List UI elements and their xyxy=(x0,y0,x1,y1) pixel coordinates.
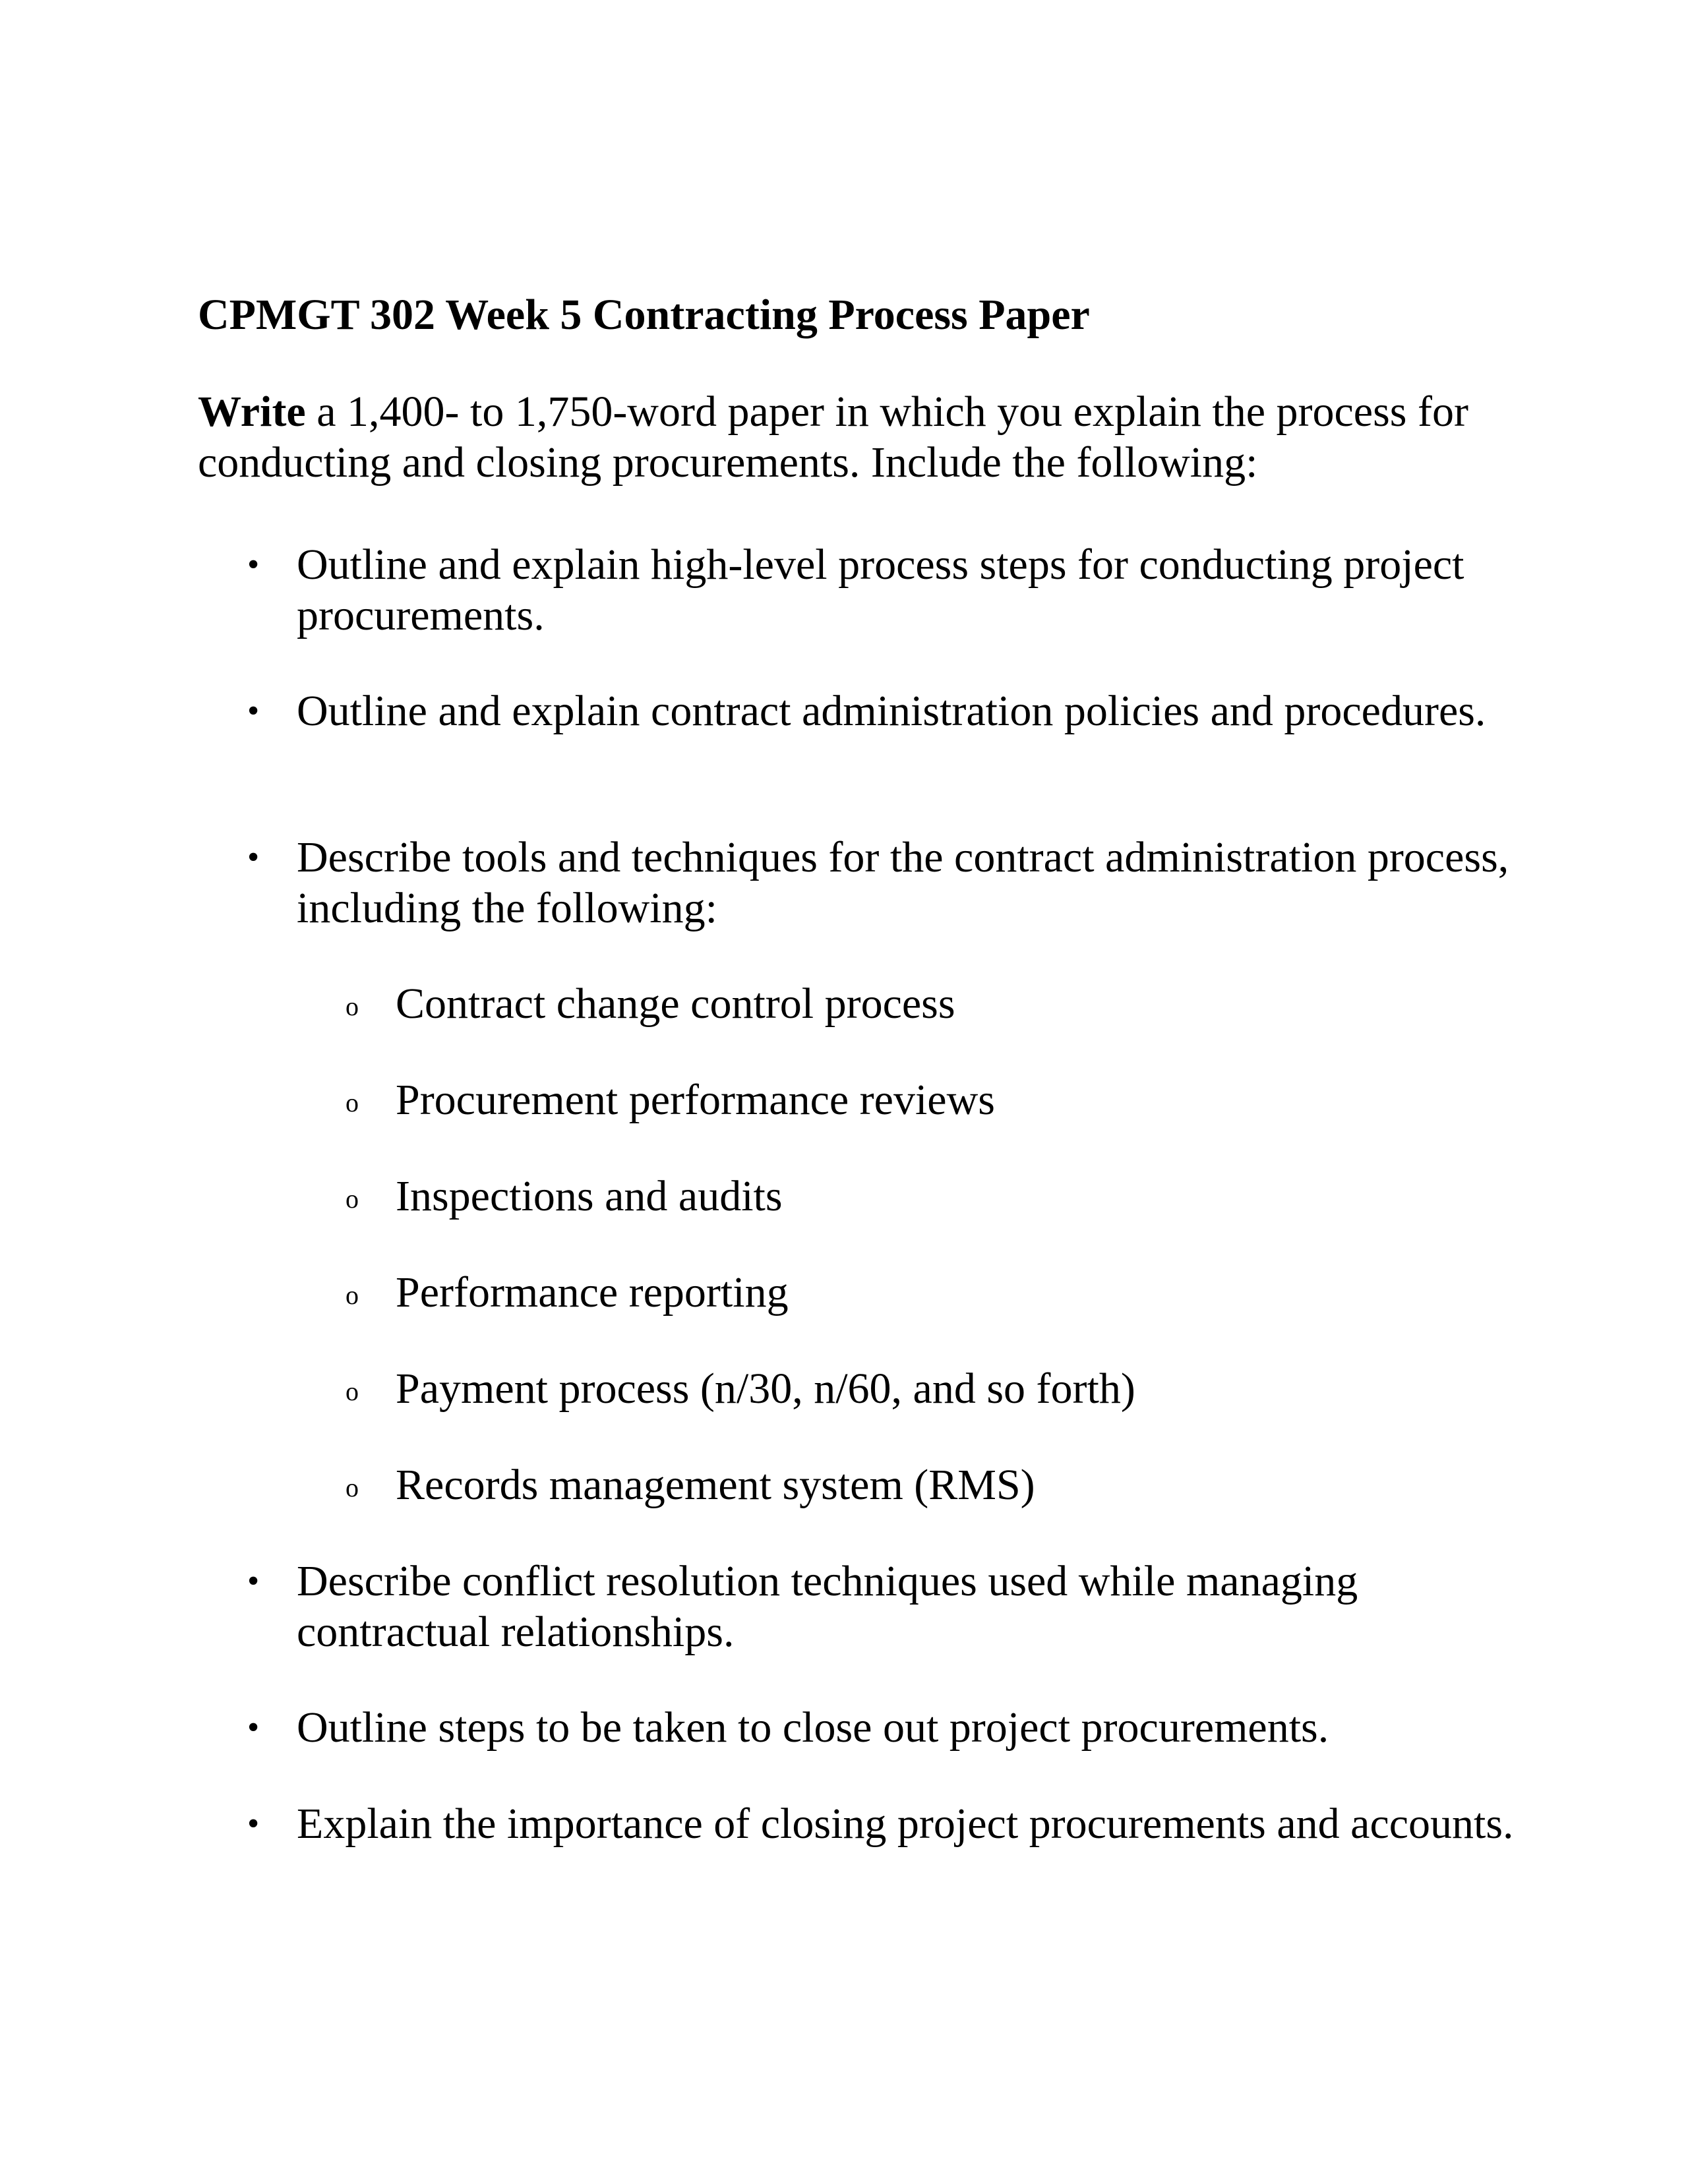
list-item-text: Outline and explain high-level process steps for conducting project procurements. xyxy=(297,541,1464,639)
sub-list-item xyxy=(346,1460,1517,1510)
bullet-marker: • xyxy=(247,839,260,876)
sub-bullet-marker: o xyxy=(346,1376,359,1406)
sub-bullet-marker: o xyxy=(346,1184,359,1214)
bullet-marker: • xyxy=(247,692,260,730)
document-title: CPMGT 302 Week 5 Contracting Process Paper xyxy=(198,291,1090,339)
sub-list-item-text: Payment process (n/30, n/60, and so forth) xyxy=(396,1365,1135,1413)
list-item-text: Outline and explain contract administration policies and procedures. xyxy=(297,687,1486,735)
sub-list-item-text: Inspections and audits xyxy=(396,1172,783,1220)
sub-list-item-text: Contract change control process xyxy=(396,980,955,1028)
list-item-text: Outline steps to be taken to close out project procurements. xyxy=(297,1703,1329,1752)
sub-bullet-marker: o xyxy=(346,1473,359,1502)
bullet-marker: • xyxy=(247,1562,260,1600)
list-item-text: Explain the importance of closing project procurements and accounts. xyxy=(297,1800,1514,1848)
sub-list-item xyxy=(346,978,1517,1029)
sub-list-item xyxy=(346,1171,1517,1222)
list-item xyxy=(247,686,1517,736)
list-item xyxy=(247,1702,1517,1753)
bullet-marker: • xyxy=(247,1709,260,1746)
sub-list-item xyxy=(346,1363,1517,1414)
intro-text: a 1,400- to 1,750-word paper in which you explain the process for conducting and closing procurements. Include the following: xyxy=(198,388,1468,487)
sub-list-item xyxy=(346,1075,1517,1125)
list-item-text: Describe conflict resolution techniques used while managing contractual relationships. xyxy=(297,1557,1358,1656)
intro-lead-word: Write xyxy=(198,388,306,436)
bullet-marker: • xyxy=(247,546,260,583)
list-item xyxy=(247,1798,1517,1849)
intro-paragraph xyxy=(198,386,1517,488)
sub-list-item-text: Records management system (RMS) xyxy=(396,1461,1035,1509)
sub-list-item xyxy=(346,1267,1517,1318)
bullet-marker: • xyxy=(247,1805,260,1843)
sub-list-item-text: Procurement performance reviews xyxy=(396,1076,995,1124)
list-item xyxy=(247,1556,1517,1657)
sub-bullet-marker: o xyxy=(346,1088,359,1117)
list-item xyxy=(247,832,1517,933)
list-item-text: Describe tools and techniques for the contract administration process, including the following: xyxy=(297,833,1509,932)
list-item xyxy=(247,539,1517,641)
sub-bullet-marker: o xyxy=(346,991,359,1021)
sub-bullet-marker: o xyxy=(346,1280,359,1310)
sub-list-item-text: Performance reporting xyxy=(396,1268,789,1316)
